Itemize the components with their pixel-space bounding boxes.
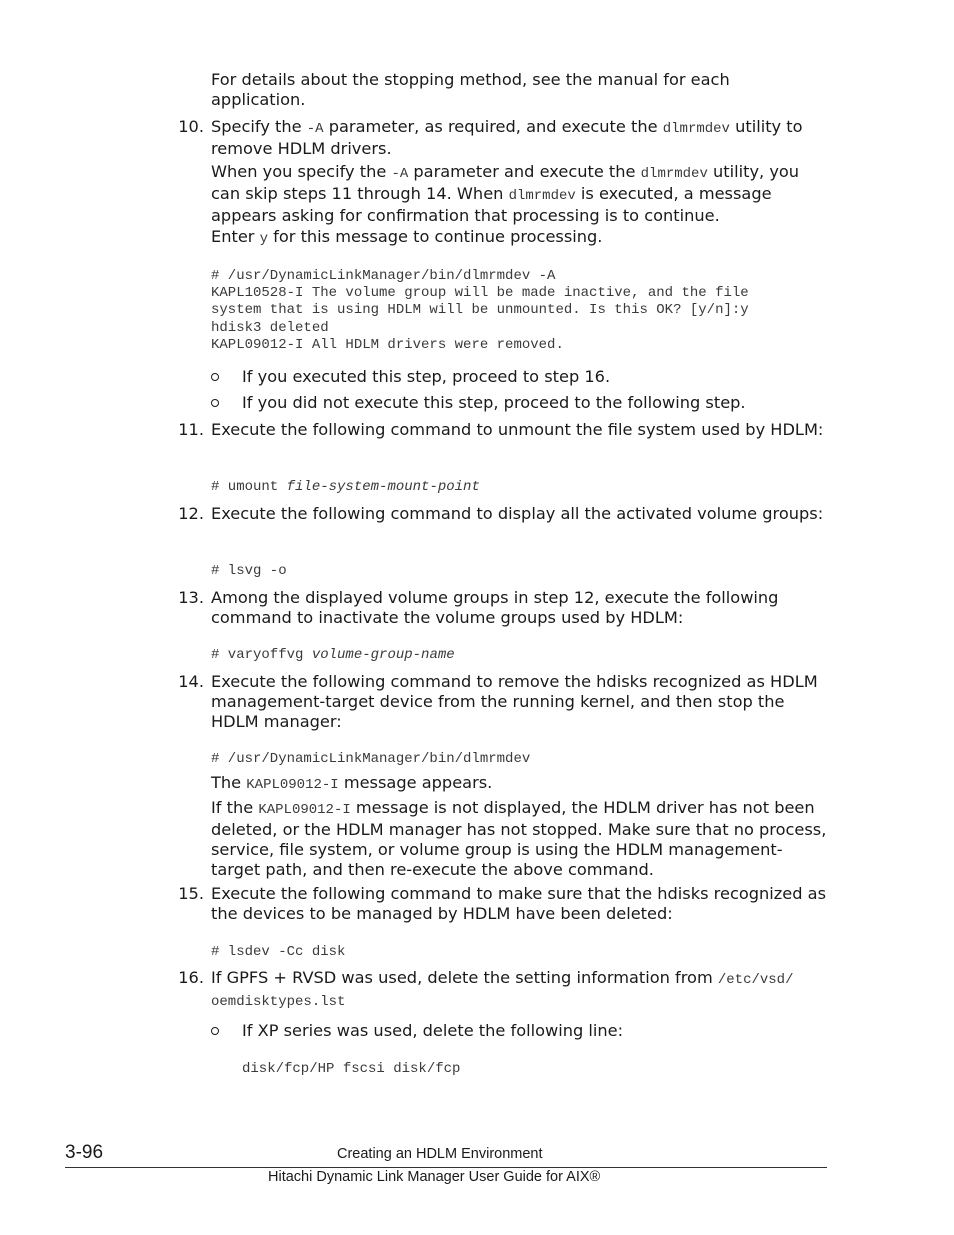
footer-divider [65,1167,827,1168]
step-number: 13. [178,588,204,607]
option-code: -A [306,121,324,137]
step-number: 14. [178,672,204,691]
step-14-paragraph-3: If the KAPL09012-I message is not displayed, the HDLM driver has not been deleted, or the HDLM manager has not stopped. Make sure that no process, service, file system, or volume group is using the HDLM management-target path, and then re-execute the above command. [211,798,827,879]
code-block: # lsvg -o [211,563,287,579]
step-11-text: Execute the following command to unmount the file system used by HDLM: [211,420,824,439]
option-code: -A [391,166,409,182]
input-code: y [259,231,269,247]
step-15-text: Execute the following command to make sure that the hdisks recognized as the devices to be managed by HDLM have been deleted: [211,884,827,923]
code-block: # varyoffvg volume-group-name [211,647,455,663]
step-number: 16. [178,968,204,987]
file-path-code: oemdisktypes.lst [211,994,346,1010]
step-10-paragraph-3: Enter y for this message to continue processing. [211,227,603,247]
step-10-text: Specify the -A parameter, as required, and execute the dlmrmdev utility to remove HDLM drivers. [211,117,803,158]
section-title: Creating an HDLM Environment [337,1146,543,1162]
step-10-paragraph-2: When you specify the -A parameter and execute the dlmrmdev utility, you can skip steps 11 through 14. When dlmrmdev is executed, a message appears asking for confirmation that processing is to continue. [211,162,800,225]
step-number: 12. [178,504,204,523]
step-14-paragraph-2: The KAPL09012-I message appears. [211,773,493,793]
bullet-circle-icon [211,399,219,407]
intro-paragraph: For details about the stopping method, see the manual for each application. [211,70,730,109]
code-block: # /usr/DynamicLinkManager/bin/dlmrmdev -A KAPL10528-I The volume group will be made inactive, and the file system that is using HDLM will be unmounted. Is this OK? [y/n]:y hdisk3 deleted KAPL09012-I All HDLM drivers were removed. [211,268,749,353]
page-number: 3-96 [65,1142,104,1163]
code-block: # lsdev -Cc disk [211,944,346,960]
document-title: Hitachi Dynamic Link Manager User Guide for AIX® [268,1169,601,1185]
step-number: 10. [178,117,204,136]
step-13-text: Among the displayed volume groups in step 12, execute the following command to inactivate the volume groups used by HDLM: [211,588,779,627]
code-block: disk/fcp/HP fscsi disk/fcp [242,1061,461,1077]
utility-code: dlmrmdev [662,121,730,137]
step-16-text: If GPFS + RVSD was used, delete the setting information from /etc/vsd/ oemdisktypes.lst [211,968,794,1010]
manual-page: For details about the stopping method, see the manual for each application. 10. Specify the -A parameter, as required, and execute the dlmrmdev utility to remove HDLM drivers. When you specify the -A parameter and execute the dlmrmdev utility, you can skip steps 11 through 14. When dlmrmdev is executed, a message appears asking for confirmation that processing is to continue. Enter y for this message to continue processing. # /usr/DynamicLinkManager/bin/dlmrmdev -A KAPL10528-I The volume group will be made inactive, and the file system that is using HDLM will be unmounted. Is this OK? [y/n]:y hdisk3 deleted KAPL09012-I All HDLM drivers were removed. If you executed this step, proceed to step 16. If you did not execute this step, proceed to the following step. 11. Execute the following command to unmount the file system used by HDLM: # umount file-system-mount-point 12. Execute the following command to display all the activated volume groups: # lsvg -o 13. Among the displayed volume groups in step 12, execute the following command to inactivate the volume groups used by HDLM: # varyoffvg volume-group-name 14. Execute the following command to remove the hdisks recognized as HDLM management-target device from the running kernel, and then stop the HDLM manager: # /usr/DynamicLinkManager/bin/dlmrmdev The KAPL09012-I message appears. If the KAPL09012-I message is not displayed, the HDLM driver has not been deleted, or the HDLM manager has not stopped. Make sure that no process, service, file system, or volume group is using the HDLM management-target path, and then re-execute the above command. 15. Execute the following command to make sure that the hdisks recognized as the devices to be managed by HDLM have been deleted: # lsdev -Cc disk 16. If GPFS + RVSD was used, delete the setting information from /etc/vsd/ oemdisktypes.lst If XP series was used, delete the following line: disk/fcp/HP fscsi disk/fcp 3-96 Creating an HDLM Environment Hitachi Dynamic Link Manager User Guide for AIX® [0,0,954,1235]
code-block: # umount file-system-mount-point [211,479,480,495]
utility-code: dlmrmdev [508,188,576,204]
step-number: 11. [178,420,204,439]
step-12-text: Execute the following command to display all the activated volume groups: [211,504,824,523]
message-code: KAPL09012-I [246,777,339,793]
file-path-code: /etc/vsd/ [717,972,794,988]
utility-code: dlmrmdev [640,166,708,182]
bullet-circle-icon [211,373,219,381]
step-14-text: Execute the following command to remove the hdisks recognized as HDLM management-target device from the running kernel, and then stop the HDLM manager: [211,672,818,731]
step-number: 15. [178,884,204,903]
code-block: # /usr/DynamicLinkManager/bin/dlmrmdev [211,751,531,767]
message-code: KAPL09012-I [258,802,351,818]
bullet-circle-icon [211,1027,219,1035]
